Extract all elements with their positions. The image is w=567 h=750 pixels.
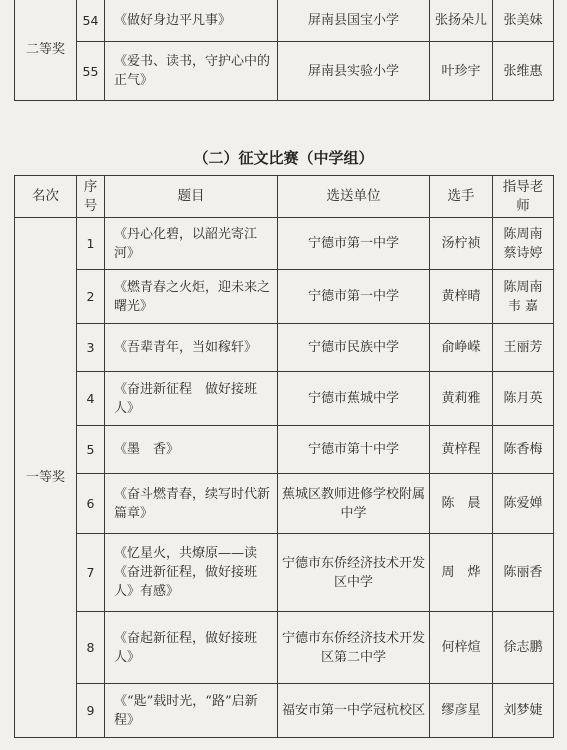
row-number: 6: [77, 474, 105, 534]
award-table-main: [14, 175, 554, 738]
student-name: 周 烨: [430, 534, 493, 612]
student-name: 陈 晨: [430, 474, 493, 534]
school-unit: 宁德市第十中学: [278, 426, 430, 474]
row-number: 9: [77, 684, 105, 738]
essay-title: 《做好身边平凡事》: [105, 0, 278, 42]
award-cell: 二等奖: [15, 0, 77, 101]
table-row: [15, 324, 554, 372]
award-table-top: [14, 0, 554, 101]
school-unit: 蕉城区教师进修学校附属中学: [278, 474, 430, 534]
essay-title: 《奋斗燃青春，续写时代新篇章》: [105, 474, 278, 534]
teacher-name: 陈丽香: [493, 534, 554, 612]
table-row: [15, 372, 554, 426]
school-unit: 宁德市第一中学: [278, 270, 430, 324]
award-cell: 一等奖: [15, 218, 77, 738]
essay-title: 《“匙”载时光，“路”启新程》: [105, 684, 278, 738]
row-number: 8: [77, 612, 105, 684]
teacher-name: 刘梦婕: [493, 684, 554, 738]
table-row: [15, 0, 554, 42]
row-number: 54: [77, 0, 105, 42]
school-unit: 宁德市东侨经济技术开发区中学: [278, 534, 430, 612]
essay-title: 《墨 香》: [105, 426, 278, 474]
student-name: 黄莉雅: [430, 372, 493, 426]
teacher-name: 徐志鹏: [493, 612, 554, 684]
teacher-name: 陈爱婵: [493, 474, 554, 534]
essay-title: 《吾辈青年，当如稼轩》: [105, 324, 278, 372]
table-row: [15, 612, 554, 684]
school-unit: 宁德市东侨经济技术开发区第二中学: [278, 612, 430, 684]
table-row: [15, 534, 554, 612]
teacher-name: 陈周南 韦 嘉: [493, 270, 554, 324]
row-number: 4: [77, 372, 105, 426]
essay-title: 《忆星火，共燎原——读《奋进新征程，做好接班人》有感》: [105, 534, 278, 612]
student-name: 汤柠祯: [430, 218, 493, 270]
row-number: 1: [77, 218, 105, 270]
essay-title: 《爱书、读书，守护心中的正气》: [105, 42, 278, 101]
row-number: 5: [77, 426, 105, 474]
section-title: （二）征文比赛（中学组）: [193, 149, 374, 167]
essay-title: 《丹心化碧，以韶光寄江河》: [105, 218, 278, 270]
student-name: 张扬朵儿: [430, 0, 493, 42]
table-row: [15, 270, 554, 324]
header-unit: 选送单位: [278, 176, 430, 218]
school-unit: 宁德市民族中学: [278, 324, 430, 372]
table-header-row: [15, 176, 554, 218]
teacher-name: 张美妹: [493, 0, 554, 42]
header-student: 选手: [430, 176, 493, 218]
row-number: 7: [77, 534, 105, 612]
teacher-name: 陈香梅: [493, 426, 554, 474]
essay-title: 《奋进新征程 做好接班人》: [105, 372, 278, 426]
school-unit: 福安市第一中学冠杭校区: [278, 684, 430, 738]
table-row: [15, 474, 554, 534]
table-row: [15, 426, 554, 474]
header-rank: 名次: [15, 176, 77, 218]
essay-title: 《奋起新征程，做好接班人》: [105, 612, 278, 684]
school-unit: 屏南县实验小学: [278, 42, 430, 101]
table-row: [15, 684, 554, 738]
school-unit: 宁德市第一中学: [278, 218, 430, 270]
student-name: 黄梓晴: [430, 270, 493, 324]
school-unit: 屏南县国宝小学: [278, 0, 430, 42]
student-name: 黄梓程: [430, 426, 493, 474]
essay-title: 《燃青春之火炬，迎未来之曙光》: [105, 270, 278, 324]
header-title: 题目: [105, 176, 278, 218]
row-number: 2: [77, 270, 105, 324]
row-number: 55: [77, 42, 105, 101]
student-name: 叶珍宇: [430, 42, 493, 101]
teacher-name: 陈周南 蔡诗婷: [493, 218, 554, 270]
table-row: [15, 218, 554, 270]
header-teacher: 指导老师: [493, 176, 554, 218]
table-row: [15, 42, 554, 101]
teacher-name: 张维惠: [493, 42, 554, 101]
teacher-name: 王丽芳: [493, 324, 554, 372]
teacher-name: 陈月英: [493, 372, 554, 426]
school-unit: 宁德市蕉城中学: [278, 372, 430, 426]
student-name: 缪彦星: [430, 684, 493, 738]
header-number: 序号: [77, 176, 105, 218]
row-number: 3: [77, 324, 105, 372]
student-name: 何梓煊: [430, 612, 493, 684]
student-name: 俞峥嵘: [430, 324, 493, 372]
